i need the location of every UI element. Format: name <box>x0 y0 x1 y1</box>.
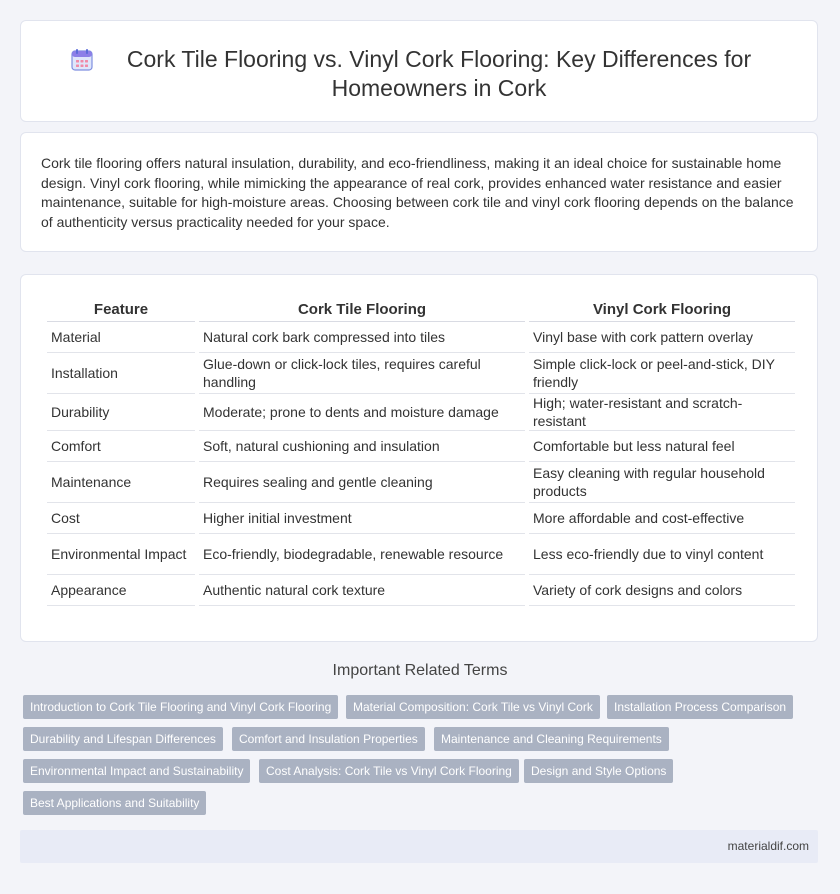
title-row <box>21 21 817 103</box>
related-term-tag[interactable]: Environmental Impact and Sustainability <box>23 759 250 783</box>
table-cell: Environmental Impact <box>47 534 195 575</box>
table-cell: Appearance <box>47 575 195 606</box>
table-cell: High; water-resistant and scratch-resistant <box>529 394 795 431</box>
related-term-tag[interactable]: Design and Style Options <box>524 759 673 783</box>
table-cell: Material <box>47 322 195 353</box>
related-term-tag[interactable]: Material Composition: Cork Tile vs Vinyl Cork <box>346 695 600 719</box>
intro-paragraph: Cork tile flooring offers natural insulation, durability, and eco-friendliness, making it an ideal choice for sustainable home design. Vinyl cork flooring, while mimicking the appearance of real cork, provides enhanced water resistance and easier maintenance, suitable for high-moisture areas. Choosing between cork tile and vinyl cork flooring depends on the balance of authenticity versus practicality needed for your space. <box>41 155 794 230</box>
table-row <box>47 431 795 462</box>
footer <box>20 830 818 863</box>
related-terms-heading: Important Related Terms <box>332 662 508 679</box>
table-header-row <box>47 295 795 322</box>
table-cell: Maintenance <box>47 462 195 503</box>
column-header: Feature <box>47 295 195 322</box>
table-cell: Glue-down or click-lock tiles, requires careful handling <box>199 353 525 394</box>
comparison-table <box>43 295 799 606</box>
column-header: Cork Tile Flooring <box>199 295 525 322</box>
related-term-tag[interactable]: Durability and Lifespan Differences <box>23 727 223 751</box>
header-card <box>20 20 818 122</box>
table-cell: Installation <box>47 353 195 394</box>
related-term-tag[interactable]: Best Applications and Suitability <box>23 791 206 815</box>
table-row <box>47 394 795 431</box>
table-row <box>47 575 795 606</box>
related-term-tag[interactable]: Introduction to Cork Tile Flooring and Vinyl Cork Flooring <box>23 695 338 719</box>
table-cell: More affordable and cost-effective <box>529 503 795 534</box>
table-cell: Less eco-friendly due to vinyl content <box>529 534 795 575</box>
table-cell: Soft, natural cushioning and insulation <box>199 431 525 462</box>
related-term-tag[interactable]: Cost Analysis: Cork Tile vs Vinyl Cork Flooring <box>259 759 519 783</box>
table-cell: Simple click-lock or peel-and-stick, DIY friendly <box>529 353 795 394</box>
table-cell: Comfort <box>47 431 195 462</box>
comparison-table-card <box>20 274 818 642</box>
table-row <box>47 322 795 353</box>
table-cell: Easy cleaning with regular household products <box>529 462 795 503</box>
table-cell: Requires sealing and gentle cleaning <box>199 462 525 503</box>
table-cell: Cost <box>47 503 195 534</box>
table-cell: Authentic natural cork texture <box>199 575 525 606</box>
table-row <box>47 353 795 394</box>
table-cell: Natural cork bark compressed into tiles <box>199 322 525 353</box>
table-row <box>47 462 795 503</box>
table-cell: Durability <box>47 394 195 431</box>
related-term-tag[interactable]: Maintenance and Cleaning Requirements <box>434 727 669 751</box>
column-header: Vinyl Cork Flooring <box>529 295 795 322</box>
table-row <box>47 534 795 575</box>
intro-card <box>20 132 818 252</box>
table-cell: Moderate; prone to dents and moisture damage <box>199 394 525 431</box>
related-term-tag[interactable]: Installation Process Comparison <box>607 695 793 719</box>
table-row <box>47 503 795 534</box>
table-cell: Variety of cork designs and colors <box>529 575 795 606</box>
footer-site-link[interactable]: materialdif.com <box>727 839 809 853</box>
table-cell: Higher initial investment <box>199 503 525 534</box>
table-cell: Eco-friendly, biodegradable, renewable resource <box>199 534 525 575</box>
related-term-tag[interactable]: Comfort and Insulation Properties <box>232 727 425 751</box>
page-title: Cork Tile Flooring vs. Vinyl Cork Flooring: Key Differences for Homeowners in Cork <box>126 46 752 101</box>
table-cell: Vinyl base with cork pattern overlay <box>529 322 795 353</box>
calendar-icon <box>69 47 95 73</box>
table-cell: Comfortable but less natural feel <box>529 431 795 462</box>
